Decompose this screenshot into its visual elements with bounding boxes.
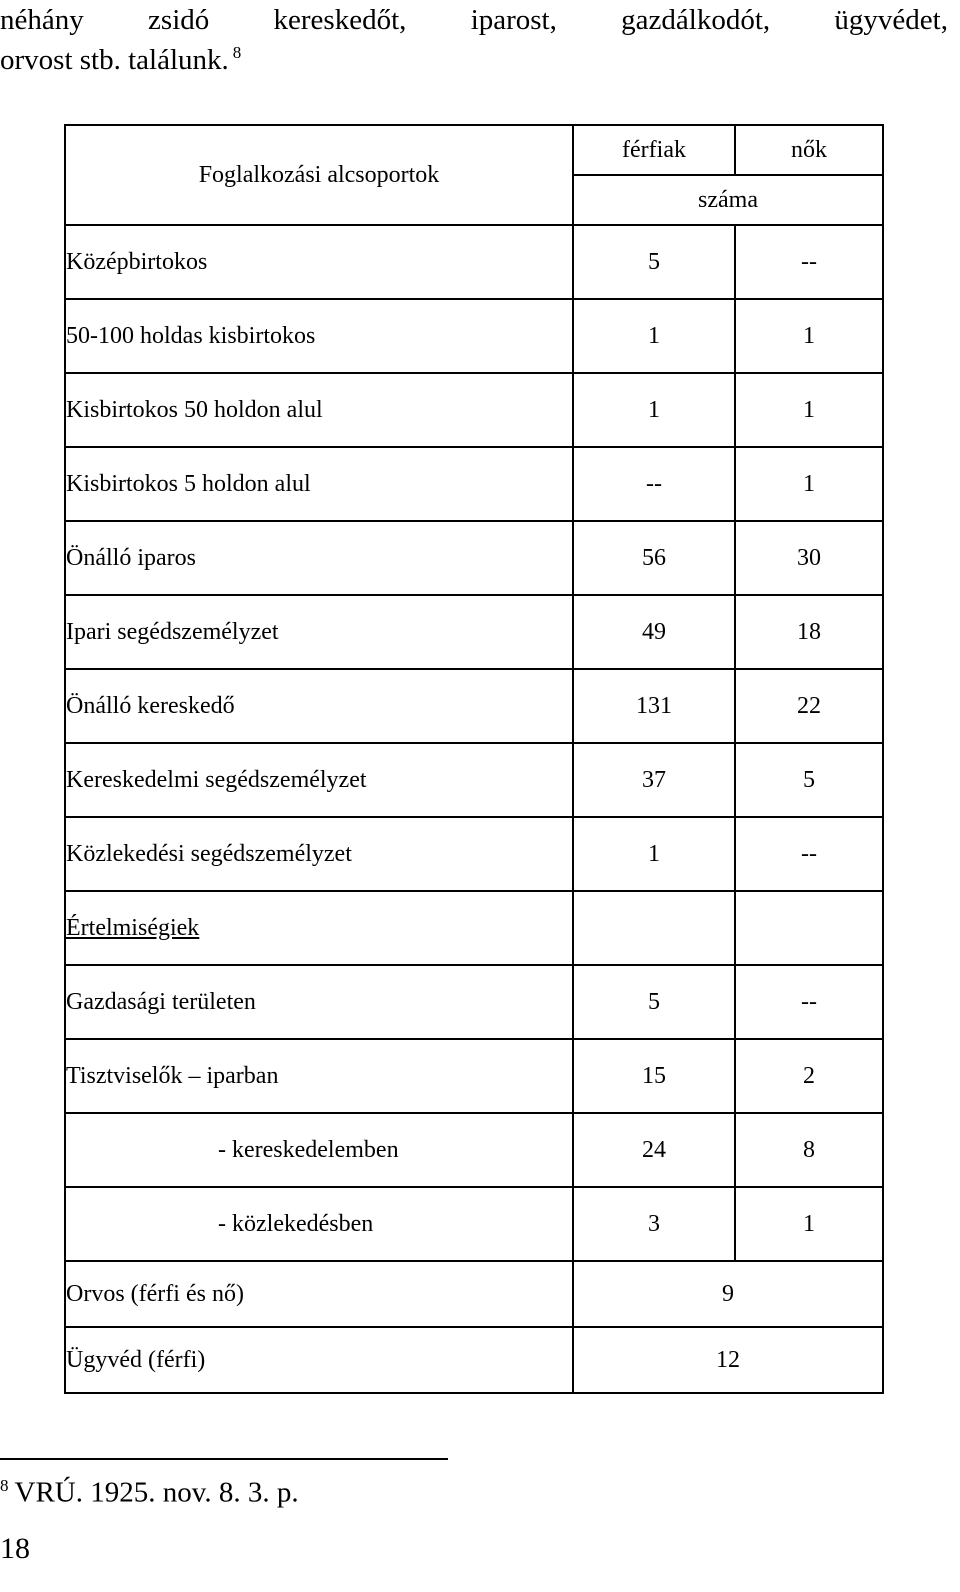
row-label: Kisbirtokos 50 holdon alul [65, 373, 573, 447]
intro-word: gazdálkodót, [621, 4, 771, 36]
table-header-row [65, 125, 883, 175]
occupation-table [64, 124, 884, 1394]
table-row [65, 1327, 883, 1393]
row-label: Ügyvéd (férfi) [65, 1327, 573, 1393]
header-subgroups: Foglalkozási alcsoportok [65, 125, 573, 225]
row-men: 56 [573, 521, 735, 595]
row-label: - kereskedelemben [65, 1113, 573, 1187]
table-row [65, 669, 883, 743]
row-label: Középbirtokos [65, 225, 573, 299]
footnote-number: 8 [0, 1476, 9, 1495]
footnote-divider [0, 1458, 448, 1460]
table-row [65, 521, 883, 595]
intro-word: ügyvédet, [834, 4, 948, 36]
row-women: 22 [735, 669, 883, 743]
row-men: -- [573, 447, 735, 521]
intro-line-2-text: orvost stb. találunk. [0, 44, 229, 76]
row-men: 1 [573, 373, 735, 447]
row-women: 1 [735, 299, 883, 373]
table-row [65, 373, 883, 447]
table-row [65, 1261, 883, 1327]
row-women: 1 [735, 373, 883, 447]
row-men: 24 [573, 1113, 735, 1187]
header-women: nők [735, 125, 883, 175]
row-label: - közlekedésben [65, 1187, 573, 1261]
row-label: Önálló iparos [65, 521, 573, 595]
table-row [65, 595, 883, 669]
table-row [65, 891, 883, 965]
intro-word: kereskedőt, [273, 4, 407, 36]
row-women: 1 [735, 447, 883, 521]
row-women: 18 [735, 595, 883, 669]
intro-word: néhány [0, 4, 84, 36]
row-women: 1 [735, 1187, 883, 1261]
row-women: 8 [735, 1113, 883, 1187]
header-men: férfiak [573, 125, 735, 175]
intro-paragraph [0, 0, 948, 80]
row-women: -- [735, 225, 883, 299]
row-men [573, 891, 735, 965]
table-row [65, 1113, 883, 1187]
page-number: 18 [0, 1532, 30, 1565]
table-row [65, 1039, 883, 1113]
row-label: Kisbirtokos 5 holdon alul [65, 447, 573, 521]
table-row [65, 817, 883, 891]
row-men: 3 [573, 1187, 735, 1261]
row-men: 5 [573, 965, 735, 1039]
footnote-reference[interactable]: 8 [232, 43, 242, 63]
row-men: 5 [573, 225, 735, 299]
table-row [65, 225, 883, 299]
header-unit: száma [573, 175, 883, 225]
row-men: 15 [573, 1039, 735, 1113]
row-label-section: Értelmiségiek [65, 891, 573, 965]
row-men: 37 [573, 743, 735, 817]
row-label: Kereskedelmi segédszemélyzet [65, 743, 573, 817]
table-row [65, 1187, 883, 1261]
row-men: 1 [573, 817, 735, 891]
row-label: Orvos (férfi és nő) [65, 1261, 573, 1327]
row-women [735, 891, 883, 965]
row-total: 9 [573, 1261, 883, 1327]
row-women: 2 [735, 1039, 883, 1113]
row-label: Gazdasági területen [65, 965, 573, 1039]
row-women: 30 [735, 521, 883, 595]
row-women: -- [735, 817, 883, 891]
row-men: 49 [573, 595, 735, 669]
row-label: Tisztviselők – iparban [65, 1039, 573, 1113]
footnote [0, 1476, 299, 1510]
intro-line-1 [0, 0, 948, 40]
row-men: 1 [573, 299, 735, 373]
row-label: Önálló kereskedő [65, 669, 573, 743]
intro-word: iparost, [470, 4, 557, 36]
row-total: 12 [573, 1327, 883, 1393]
table-row [65, 965, 883, 1039]
intro-word: zsidó [148, 4, 210, 36]
row-label: Közlekedési segédszemélyzet [65, 817, 573, 891]
row-women: -- [735, 965, 883, 1039]
row-women: 5 [735, 743, 883, 817]
row-label: 50-100 holdas kisbirtokos [65, 299, 573, 373]
table-row [65, 743, 883, 817]
row-label: Ipari segédszemélyzet [65, 595, 573, 669]
footnote-text: VRÚ. 1925. nov. 8. 3. p. [14, 1476, 299, 1509]
row-men: 131 [573, 669, 735, 743]
intro-line-2 [0, 40, 948, 80]
table-row [65, 447, 883, 521]
table-row [65, 299, 883, 373]
